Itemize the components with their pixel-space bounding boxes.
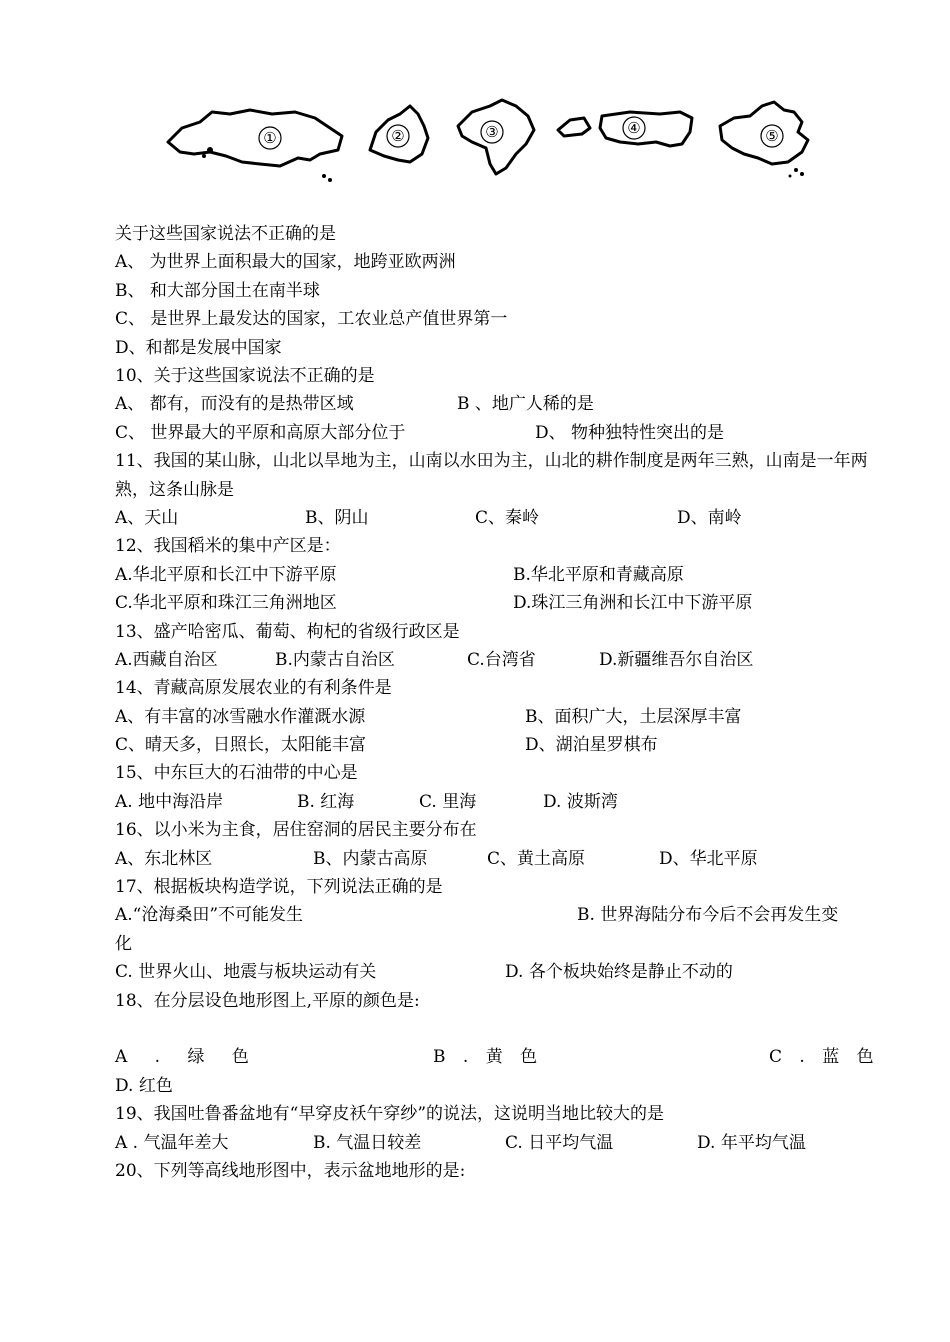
q17-stem: 17、根据板块构造学说，下列说法正确的是	[115, 877, 443, 898]
q16-option-a: A、东北林区	[115, 848, 213, 869]
q17-option-d: D. 各个板块始终是静止不动的	[505, 962, 733, 983]
map-label-1: ①	[263, 129, 277, 147]
usa-outline-icon	[558, 112, 692, 146]
country-maps-figure	[160, 92, 820, 192]
q18-option-c: C . 蓝 色	[769, 1047, 874, 1068]
q17-option-b-continued: 化	[115, 933, 132, 954]
q18-option-a: A . 绿 色	[115, 1047, 249, 1068]
q17-row-2	[115, 958, 875, 986]
q11-stem: 11、我国的某山脉，山北以旱地为主，山南以水田为主，山北的耕作制度是两年三熟，山南是一年两熟，这条山脉是	[115, 451, 868, 500]
q18-stem: 18、在分层设色地形图上,平原的颜色是:	[115, 990, 420, 1011]
country-outlines	[160, 92, 820, 192]
q12-row-2	[115, 589, 875, 617]
q20-stem: 20、下列等高线地形图中，表示盆地地形的是:	[115, 1160, 466, 1181]
map-label-3: ③	[485, 123, 499, 141]
q12-option-c: C.华北平原和珠江三角洲地区	[115, 593, 337, 614]
q15-option-a: A. 地中海沿岸	[115, 791, 224, 812]
q9-option-b: B、 和大部分国土在南半球	[115, 280, 320, 301]
q17-option-c: C. 世界火山、地震与板块运动有关	[115, 962, 377, 983]
q11-option-c: C、秦岭	[475, 507, 540, 528]
q18-option-d: D. 红色	[115, 1075, 173, 1096]
q14-option-a: A、有丰富的冰雪融水作灌溉水源	[115, 706, 366, 727]
q12-option-d: D.珠江三角洲和长江中下游平原	[513, 593, 753, 614]
q10-option-b: B 、地广人稀的是	[457, 394, 594, 415]
q15-stem: 15、中东巨大的石油带的中心是	[115, 763, 358, 784]
map-label-2: ②	[391, 127, 405, 145]
q13-option-a: A.西藏自治区	[115, 649, 218, 670]
q10-row-1	[115, 390, 875, 418]
q14-row-2	[115, 731, 875, 759]
q16-option-b: B、内蒙古高原	[313, 848, 428, 869]
q12-row-1	[115, 561, 875, 589]
q12-option-a: A.华北平原和长江中下游平原	[115, 564, 337, 585]
q19-option-c: C. 日平均气温	[505, 1132, 614, 1153]
q19-options	[115, 1129, 875, 1157]
q13-stem: 13、盛产哈密瓜、葡萄、枸杞的省级行政区是	[115, 621, 460, 642]
q9-stem: 关于这些国家说法不正确的是	[115, 224, 336, 244]
q15-option-c: C. 里海	[419, 791, 477, 812]
q17-option-a: A.“沧海桑田”不可能发生	[115, 905, 304, 926]
q11-option-a: A、天山	[115, 507, 179, 528]
china-outline-icon	[720, 102, 808, 164]
q9-option-d: D、和都是发展中国家	[115, 337, 282, 358]
q12-stem: 12、我国稻米的集中产区是：	[115, 536, 341, 557]
q9-option-c: C、 是世界上最发达的国家，工农业总产值世界第一	[115, 309, 508, 330]
q13-option-b: B.内蒙古自治区	[275, 649, 395, 670]
q10-option-c: C、 世界最大的平原和高原大部分位于	[115, 422, 406, 443]
q15-option-b: B. 红海	[297, 791, 355, 812]
q19-option-a: A . 气温年差大	[115, 1132, 229, 1153]
q19-stem: 19、我国吐鲁番盆地有“早穿皮袄午穿纱”的说法，这说明当地比较大的是	[115, 1104, 665, 1125]
q14-row-1	[115, 703, 875, 731]
q16-option-d: D、华北平原	[659, 848, 758, 869]
q14-option-c: C、晴天多，日照长，太阳能丰富	[115, 735, 367, 756]
q9-option-a: A、 为世界上面积最大的国家，地跨亚欧两洲	[115, 252, 456, 273]
q16-options	[115, 845, 875, 873]
q17-option-b: B. 世界海陆分布今后不会再发生变	[577, 905, 839, 926]
map-label-5: ⑤	[765, 127, 779, 145]
q10-option-a: A、 都有，而没有的是热带区域	[115, 394, 354, 415]
q12-option-b: B.华北平原和青藏高原	[513, 564, 684, 585]
q11-option-b: B、阴山	[305, 507, 369, 528]
q17-row-1	[115, 901, 875, 929]
q19-option-d: D. 年平均气温	[697, 1132, 806, 1153]
q15-option-d: D. 波斯湾	[543, 791, 618, 812]
q13-options	[115, 646, 875, 674]
q18-options	[115, 1043, 875, 1071]
q11-option-d: D、南岭	[677, 507, 742, 528]
q14-stem: 14、青藏高原发展农业的有利条件是	[115, 678, 392, 699]
q15-options	[115, 788, 875, 816]
q13-option-d: D.新疆维吾尔自治区	[599, 649, 754, 670]
q16-stem: 16、以小米为主食，居住窑洞的居民主要分布在	[115, 820, 477, 841]
q14-option-b: B、面积广大，土层深厚丰富	[525, 706, 742, 727]
q10-stem: 10、关于这些国家说法不正确的是	[115, 365, 375, 386]
q10-option-d: D、 物种独特性突出的是	[535, 422, 725, 443]
q19-option-b: B. 气温日较差	[313, 1132, 422, 1153]
q16-option-c: C、黄土高原	[487, 848, 586, 869]
question-list	[115, 220, 875, 1185]
q10-row-2	[115, 419, 875, 447]
q18-spacer	[115, 1015, 875, 1043]
q18-option-b: B . 黄 色	[433, 1047, 538, 1068]
q13-option-c: C.台湾省	[467, 649, 536, 670]
russia-outline-icon	[168, 110, 342, 166]
map-label-4: ④	[627, 119, 641, 137]
q14-option-d: D、湖泊星罗棋布	[525, 735, 658, 756]
q11-options	[115, 504, 875, 532]
